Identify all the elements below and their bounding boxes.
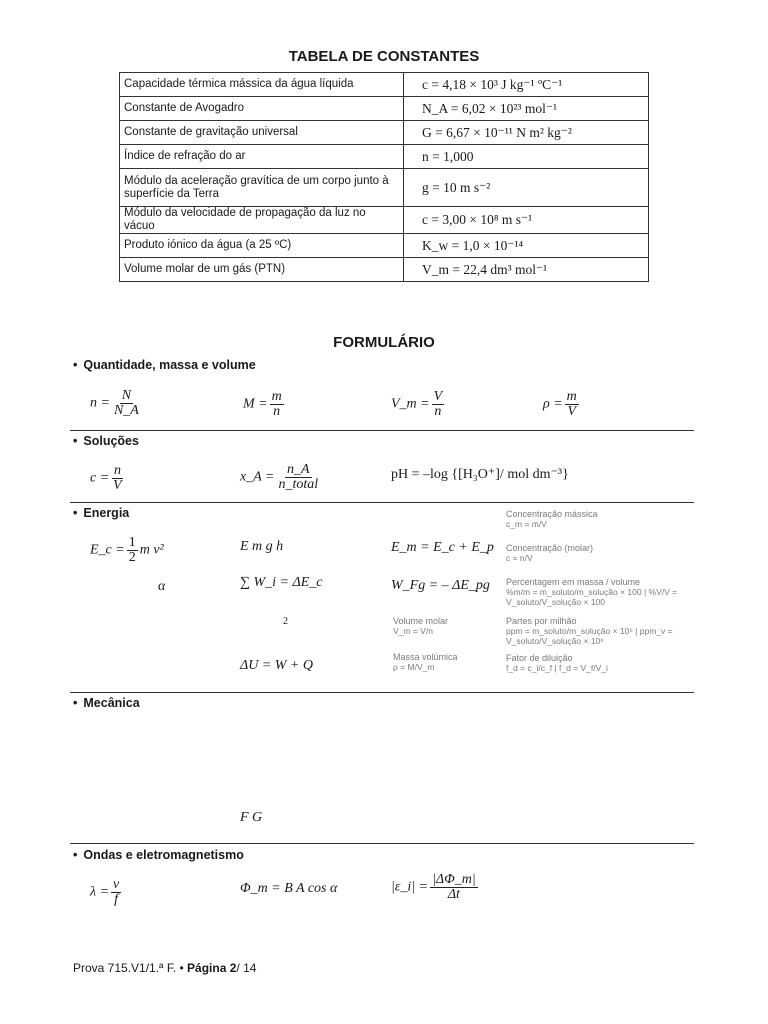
formula-Ep: E m g h	[240, 539, 284, 554]
ref-conc-molar: Concentração (molar) c = n/V	[506, 543, 594, 563]
ref-conc-massica: Concentração mássica c_m = m/V	[506, 509, 598, 529]
formula-emf: |ε_i| = $\frac{|\Delta\Phi\_m|}{\Delta t}$	[391, 872, 476, 902]
constant-label: Volume molar de um gás (PTN)	[120, 258, 404, 282]
ref-massa-volumica: Massa volúmica ρ = M/V_m	[393, 652, 458, 672]
formula-FG: F G	[240, 810, 263, 825]
ref-diluicao: Fator de diluição f_d = c_i/c_f | f_d = V_f/V_i	[506, 653, 608, 673]
formula-work: ∑ W_i = ΔE_c	[240, 575, 323, 590]
divider	[70, 430, 694, 431]
table-row	[120, 73, 649, 97]
constant-value: n = 1,000	[404, 145, 649, 169]
section-energia: • Energia	[73, 506, 129, 520]
constant-value: g = 10 m s⁻²	[404, 169, 649, 207]
constant-label: Constante de Avogadro	[120, 97, 404, 121]
formula-dU: ΔU = W + Q	[240, 658, 313, 673]
constant-value: K_w = 1,0 × 10⁻¹⁴	[404, 234, 649, 258]
constant-label: Produto iónico da água (a 25 ºC)	[120, 234, 404, 258]
table-row	[120, 97, 649, 121]
formula-alpha: α	[158, 579, 166, 594]
constant-label: Módulo da aceleração gravítica de um corpo junto à superfície da Terra	[120, 169, 404, 207]
constant-label: Capacidade térmica mássica da água líquida	[120, 73, 404, 97]
page-footer: Prova 715.V1/1.ª F. • Página 2/ 14	[73, 961, 257, 975]
divider	[70, 502, 694, 503]
table-row	[120, 169, 649, 207]
table-title: TABELA DE CONSTANTES	[288, 48, 480, 65]
constant-value: c = 3,00 × 10⁸ m s⁻¹	[404, 207, 649, 234]
ref-percentagem: Percentagem em massa / volume %m/m = m_soluto/m_solução × 100 | %V/V = V_soluto/V_solução × 100	[506, 577, 678, 607]
formula-rho: ρ = $\frac{m}{V}$	[543, 389, 577, 419]
formula-pH: pH = –log {[H₃O⁺]/ mol dm⁻³}	[391, 467, 569, 482]
table-row	[120, 121, 649, 145]
constants-table	[119, 72, 649, 282]
formula-fragment: 2	[283, 616, 288, 627]
formula-lambda: λ = $\frac{v}{f}$	[90, 877, 120, 907]
formula-Vm: V_m = $\frac{V}{n}$	[391, 389, 443, 419]
constant-value: N_A = 6,02 × 10²³ mol⁻¹	[404, 97, 649, 121]
section-quantidade: • Quantidade, massa e volume	[73, 358, 256, 372]
constant-label: Constante de gravitação universal	[120, 121, 404, 145]
formula-Wg: W_Fg = – ΔE_pg	[391, 578, 490, 593]
constant-label: Módulo da velocidade de propagação da luz no vácuo	[120, 207, 404, 234]
table-row	[120, 234, 649, 258]
section-ondas: • Ondas e eletromagnetismo	[73, 848, 244, 862]
formula-c: c = $\frac{n}{V}$	[90, 463, 122, 493]
table-row	[120, 207, 649, 234]
constant-value: V_m = 22,4 dm³ mol⁻¹	[404, 258, 649, 282]
divider	[70, 843, 694, 844]
constant-label: Índice de refração do ar	[120, 145, 404, 169]
formula-n: n = $\frac{N}{N\_A}$	[90, 388, 139, 418]
table-row	[120, 258, 649, 282]
section-solucoes: • Soluções	[73, 434, 139, 448]
ref-ppm: Partes por milhão ppm = m_soluto/m_solução × 10⁶ | ppm_v = V_soluto/V_solução × 10⁶	[506, 616, 673, 646]
constant-value: G = 6,67 × 10⁻¹¹ N m² kg⁻²	[404, 121, 649, 145]
formulario-title: FORMULÁRIO	[333, 334, 435, 351]
constant-value: c = 4,18 × 10³ J kg⁻¹ ºC⁻¹	[404, 73, 649, 97]
formula-Em: E_m = E_c + E_p	[391, 540, 494, 555]
section-mecanica: • Mecânica	[73, 696, 140, 710]
divider	[70, 692, 694, 693]
formula-xA: x_A = $\frac{n\_A}{\text{n\_total}}$	[240, 462, 319, 492]
table-row	[120, 145, 649, 169]
formula-phi: Φ_m = B A cos α	[240, 881, 338, 896]
formula-M: M = $\frac{m}{n}$	[243, 389, 282, 419]
ref-volume-molar: Volume molar V_m = V/n	[393, 616, 449, 636]
formula-Ec: E_c = $\frac{1}{2}$ m v²	[90, 535, 164, 565]
